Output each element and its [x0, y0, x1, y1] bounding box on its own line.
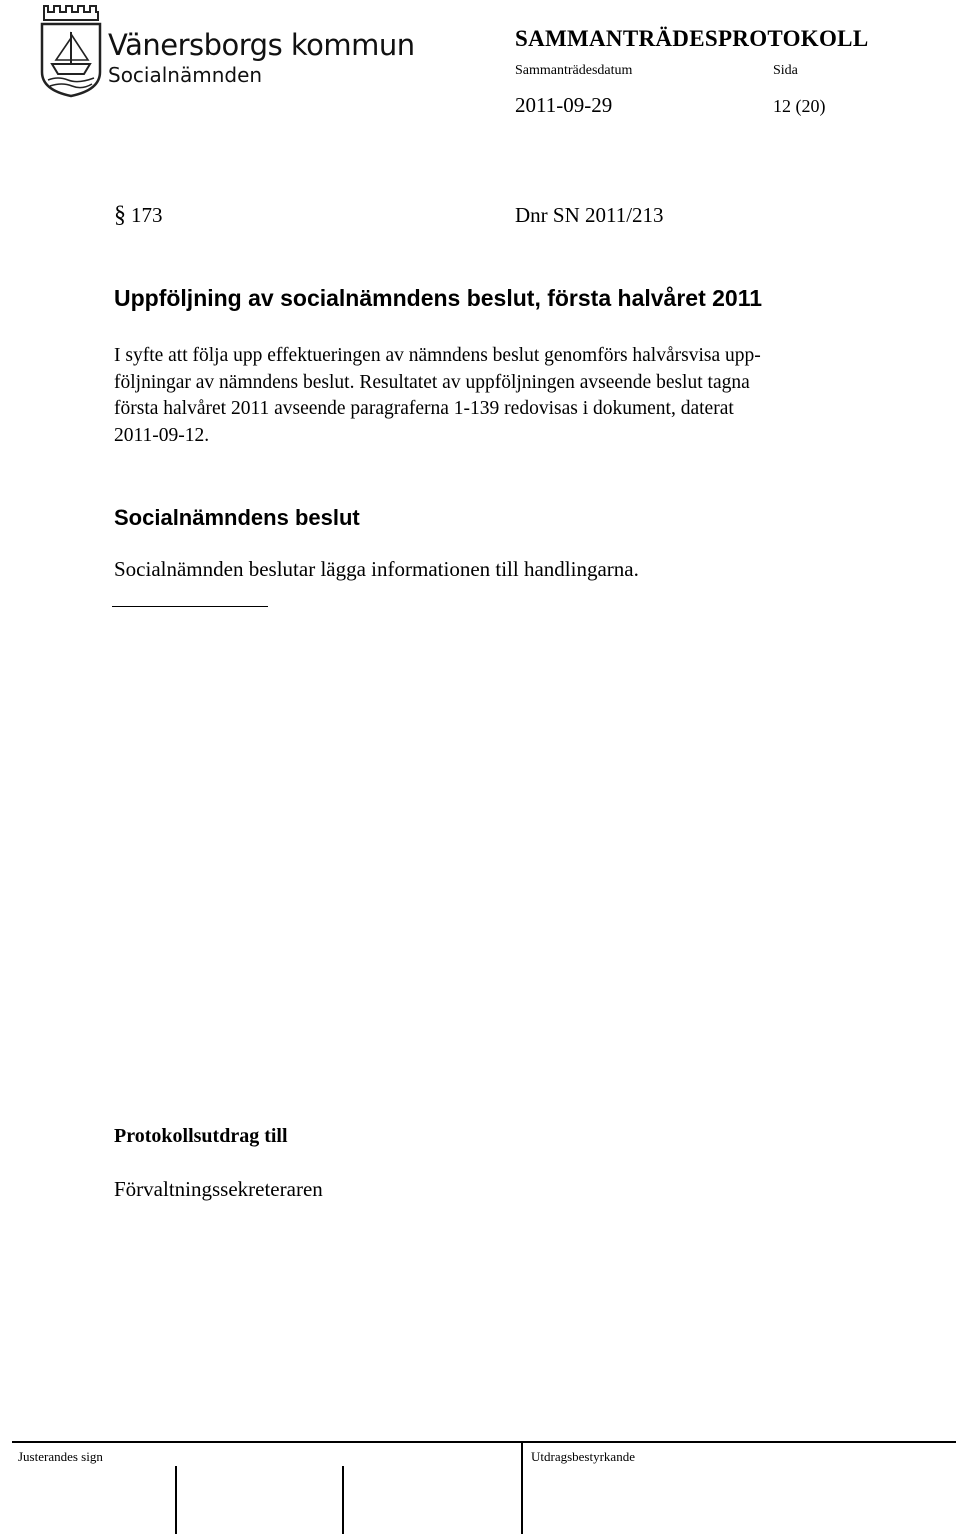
- distribution-heading: Protokollsutdrag till: [114, 1125, 288, 1147]
- body-line: I syfte att följa upp effektueringen av nämndens beslut genomförs halvårsvisa upp-: [114, 345, 761, 366]
- section-title: Uppföljning av socialnämndens beslut, första halvåret 2011: [114, 285, 763, 311]
- body-line: första halvåret 2011 avseende paragraferna 1-139 redovisas i dokument, daterat: [114, 398, 734, 419]
- meeting-date-label: Sammanträdesdatum: [515, 63, 633, 78]
- section-end-rule: [112, 606, 268, 607]
- municipality-logo: [38, 2, 415, 98]
- unit-name: Socialnämnden: [108, 63, 263, 87]
- section-body: [114, 343, 904, 449]
- organization-name: Vänersborgs kommun: [108, 28, 415, 62]
- page-label: Sida: [773, 63, 798, 78]
- footer-rule: [12, 1441, 956, 1443]
- paragraph-sign: §: [114, 202, 126, 228]
- meeting-date: 2011-09-29: [515, 93, 613, 117]
- footer-column-divider: [521, 1441, 523, 1534]
- document-type: SAMMANTRÄDESPROTOKOLL: [515, 26, 869, 51]
- signature-box-divider: [175, 1466, 177, 1534]
- certification-label: Utdragsbestyrkande: [531, 1449, 635, 1464]
- body-line: 2011-09-12.: [114, 424, 210, 446]
- decision-text: Socialnämnden beslutar lägga informationen till handlingarna.: [114, 557, 639, 581]
- body-line: följningar av nämndens beslut. Resultatet av uppföljningen avseende beslut tagna: [114, 371, 750, 393]
- registration-number: Dnr SN 2011/213: [515, 203, 664, 227]
- coat-of-arms-icon: [38, 2, 104, 98]
- page-number: 12 (20): [773, 96, 826, 116]
- signature-box-divider: [342, 1466, 344, 1534]
- signature-label: Justerandes sign: [18, 1449, 103, 1464]
- paragraph-number: 173: [131, 203, 163, 227]
- decision-heading: Socialnämndens beslut: [114, 505, 360, 530]
- distribution-recipient: Förvaltningssekreteraren: [114, 1177, 323, 1201]
